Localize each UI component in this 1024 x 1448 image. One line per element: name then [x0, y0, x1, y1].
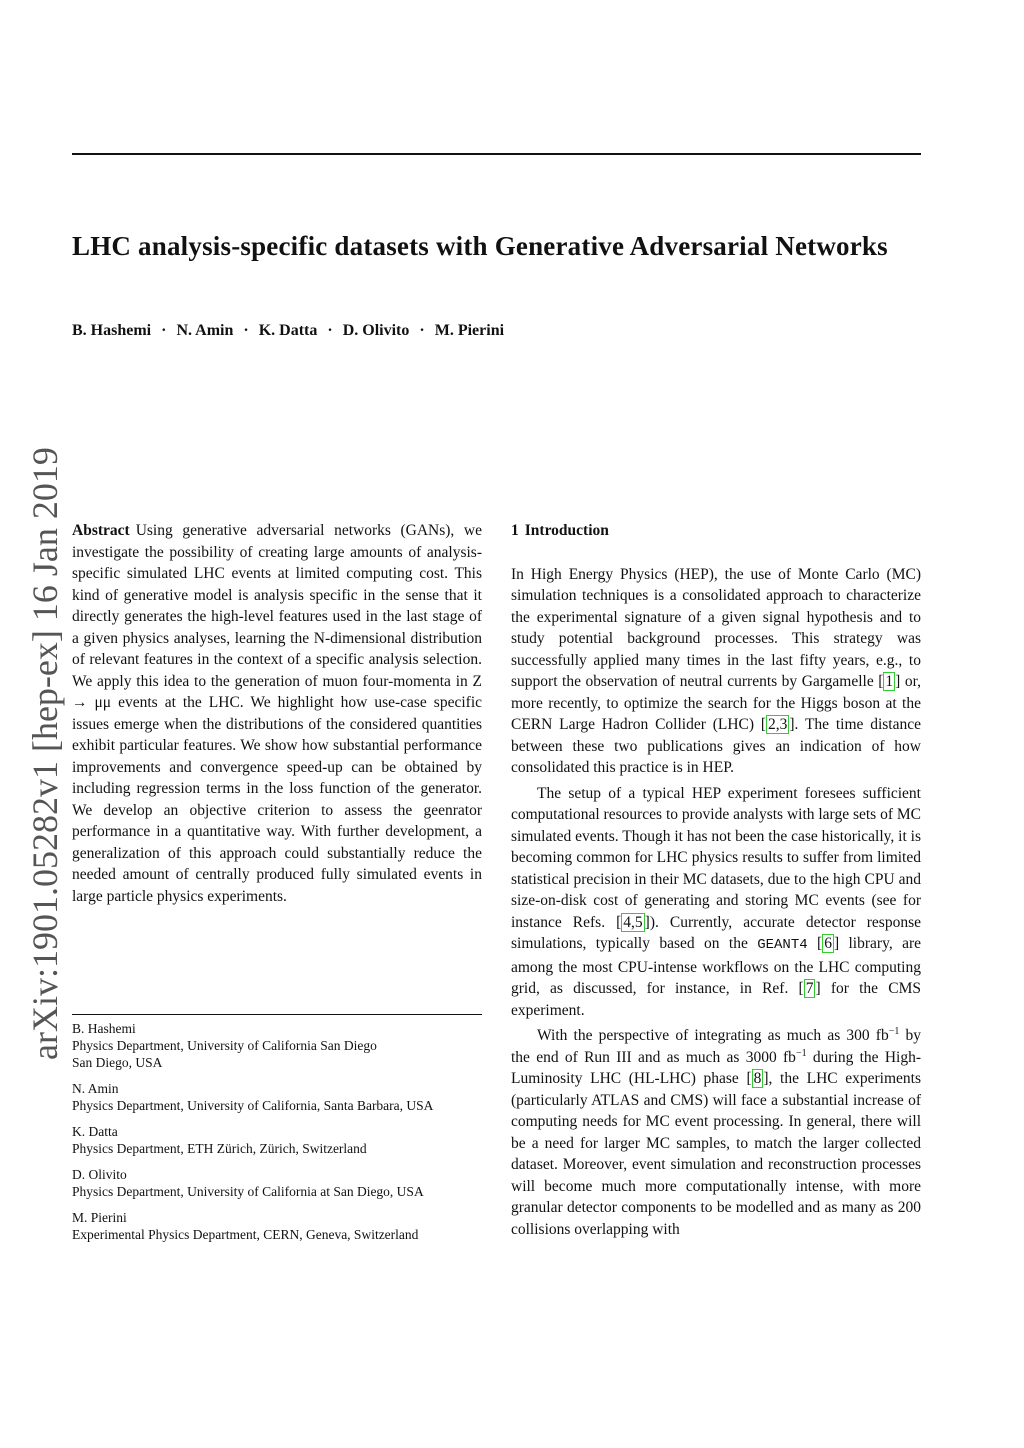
affiliation: [72, 1020, 482, 1071]
intro-paragraph-2: The setup of a typical HEP experiment foresees sufficient computational resources to provide analysts with large sets of MC simulated events. Though it has not been the case historically, it is becoming common for LHC physics results to suffer from limited statistical precision in their MC datasets, due to the high CPU and size-on-disk cost of generating and storing MC events (see for instance Refs. [ 4,5 ]). Currently, accurate detector response simulations, typically based on the GEANT4 [ 6 ] library, are among the most CPU-intense workflows on the LHC computing grid, as discussed, for instance, in Ref. [ 7 ] for the CMS experiment.: [511, 784, 922, 1019]
citation-link[interactable]: 7: [805, 980, 814, 997]
author-name: N. Amin: [176, 322, 234, 339]
affiliation: [72, 1123, 482, 1157]
affiliation-line: Physics Department, ETH Zürich, Zürich, Switzerland: [72, 1141, 367, 1156]
affiliation-line: Physics Department, University of California, Santa Barbara, USA: [72, 1098, 434, 1113]
author-separator: ·: [161, 322, 167, 339]
arxiv-stamp: arXiv:1901.05282v1 [hep-ex] 16 Jan 2019: [25, 447, 65, 1060]
paragraph-text: by the end of Run III and as much as 3000 fb: [511, 1027, 921, 1066]
paragraph-text: ). Currently, accurate detector response simulations, typically based on the: [511, 913, 922, 952]
affiliation-line: Physics Department, University of California San Diego: [72, 1038, 377, 1053]
paper-title: LHC analysis-specific datasets with Generative Adversarial Networks: [72, 231, 888, 261]
citation-link[interactable]: 4,5: [623, 913, 643, 931]
author-list: [72, 322, 921, 340]
author-name: K. Datta: [258, 322, 318, 339]
affiliation-name: D. Olivito: [72, 1167, 127, 1182]
affiliation-name: K. Datta: [72, 1124, 118, 1139]
author-name: D. Olivito: [342, 322, 410, 339]
paragraph-text: or, more recently, to optimize the search for the Higgs boson at the CERN Large Hadron Collider (LHC): [511, 673, 921, 733]
affiliation-line: Physics Department, University of California at San Diego, USA: [72, 1184, 424, 1199]
intro-paragraph-1: In High Energy Physics (HEP), the use of Monte Carlo (MC) simulation techniques is a consolidated approach to characterize the experimental signature of a given signal hypothesis and to study potential background processes. This strategy was successfully applied many times in the last fifty years, e.g., to support the observation of neutral currents by Gargamelle [ 1 ] or, more recently, to optimize the search for the Higgs boson at the CERN Large Hadron Collider (LHC) [ 2,3 ]. The time distance between these two publications gives an indication of how consolidated this practice is in HEP.: [511, 565, 921, 776]
affiliations: [72, 1020, 482, 1252]
affiliation-name: B. Hashemi: [72, 1021, 136, 1036]
affiliation-name: N. Amin: [72, 1081, 119, 1096]
affiliation: [72, 1209, 482, 1243]
affiliation-line: San Diego, USA: [72, 1055, 163, 1070]
paragraph-text: . The time distance between these two publications gives an indication of how consolidated this practice is in HEP.: [511, 716, 921, 776]
affiliation: [72, 1166, 482, 1200]
affiliation-line: Experimental Physics Department, CERN, Geneva, Switzerland: [72, 1227, 419, 1242]
author-separator: ·: [327, 322, 333, 339]
affiliation-name: M. Pierini: [72, 1210, 127, 1225]
author-name: B. Hashemi: [72, 322, 152, 339]
affiliation: [72, 1080, 482, 1114]
citation-link[interactable]: 1: [885, 673, 894, 690]
section-number: 1: [511, 522, 519, 539]
footnote-rule: [72, 1014, 482, 1015]
top-rule: [72, 153, 921, 155]
paragraph-text: With the perspective of integrating as much as 300 fb: [537, 1027, 889, 1044]
abstract: [72, 520, 482, 907]
paragraph-text: for the CMS experiment.: [511, 980, 921, 1019]
citation-link[interactable]: 6: [824, 935, 832, 952]
section-heading: [511, 520, 921, 542]
citation-link[interactable]: 2,3: [768, 716, 788, 733]
intro-paragraph-3: With the perspective of integrating as much as 300 $fb^{-1}$ by the end of Run III and as much as 3000 $fb^{-1}$ during the High-Luminosity LHC (HL-LHC) phase [ 8 ], the LHC experiments (particularly ATLAS and CMS) will face a substantial increase of computing needs for MC event processing. In general, there will be a need for larger MC samples, to match the larger collected dataset. Moreover, event simulation and reconstruction processes will become much more computationally intense, with more granular detector components to be modelled and as many as 200 collisions overlapping with: [511, 1025, 921, 1238]
paragraph-text: In High Energy Physics (HEP), the use of Monte Carlo (MC) simulation techniques is a consolidated approach to characterize the experimental signature of a given signal hypothesis and to study potential background processes. This strategy was successfully applied many times in the last fifty years, e.g., to support the observation of neutral currents by Gargamelle: [511, 565, 921, 690]
author-separator: ·: [419, 322, 425, 339]
citation-link[interactable]: 8: [753, 1070, 762, 1087]
paragraph-text: library, are among the most CPU-intense workflows on the LHC computing grid, as discussed, for instance, in Ref.: [511, 935, 921, 997]
abstract-text: Using generative adversarial networks (GANs), we investigate the possibility of creating large amounts of analysis-specific simulated LHC events at limited computing cost. This kind of generative model is analysis specific in the sense that it directly generates the high-level features used in the last stage of a given physics analyses, learning the N-dimensional distribution of relevant features in the context of a specific analysis selection. We apply this idea to the generation of muon four-momenta in Z → μμ events at the LHC. We highlight how use-case specific issues emerge when the distributions of the considered quantities exhibit particular features. We show how substantial performance improvements and convergence speed-up can be obtained by including regression terms in the loss function of the generator. We develop an objective criterion to assess the geenrator performance in a quantitative way. With further development, a generalization of this approach could substantially reduce the needed amount of centrally produced fully simulated events in large particle physics experiments.: [72, 522, 482, 905]
author-separator: ·: [243, 322, 249, 339]
introduction-column: [511, 520, 921, 1240]
paragraph-text: , the LHC experiments (particularly ATLAS and CMS) will face a substantial increase of computing needs for MC event processing. In general, there will be a need for larger MC samples, to match the larger collected dataset. Moreover, event simulation and reconstruction processes will become much more computationally intense, with more granular detector components to be modelled and as many as 200 collisions overlapping with: [511, 1070, 921, 1238]
paragraph-text: during the High-Luminosity LHC (HL-LHC) phase: [511, 1048, 921, 1087]
code-text: GEANT4: [757, 937, 808, 953]
section-title: Introduction: [524, 522, 609, 539]
superscript: −1: [888, 1025, 900, 1037]
paragraph-text: [808, 935, 817, 952]
paragraph-text: The setup of a typical HEP experiment foresees sufficient computational resources to provide analysts with large sets of MC simulated events. Though it has not been the case historically, it is becoming common for LHC physics results to suffer from limited statistical precision in their MC datasets, due to the high CPU and size-on-disk cost of generating and storing MC events (see for instance Refs.: [511, 784, 921, 931]
abstract-column: [72, 520, 482, 907]
author-name: M. Pierini: [434, 322, 505, 339]
superscript: −1: [795, 1047, 807, 1059]
abstract-label: Abstract: [72, 522, 130, 539]
